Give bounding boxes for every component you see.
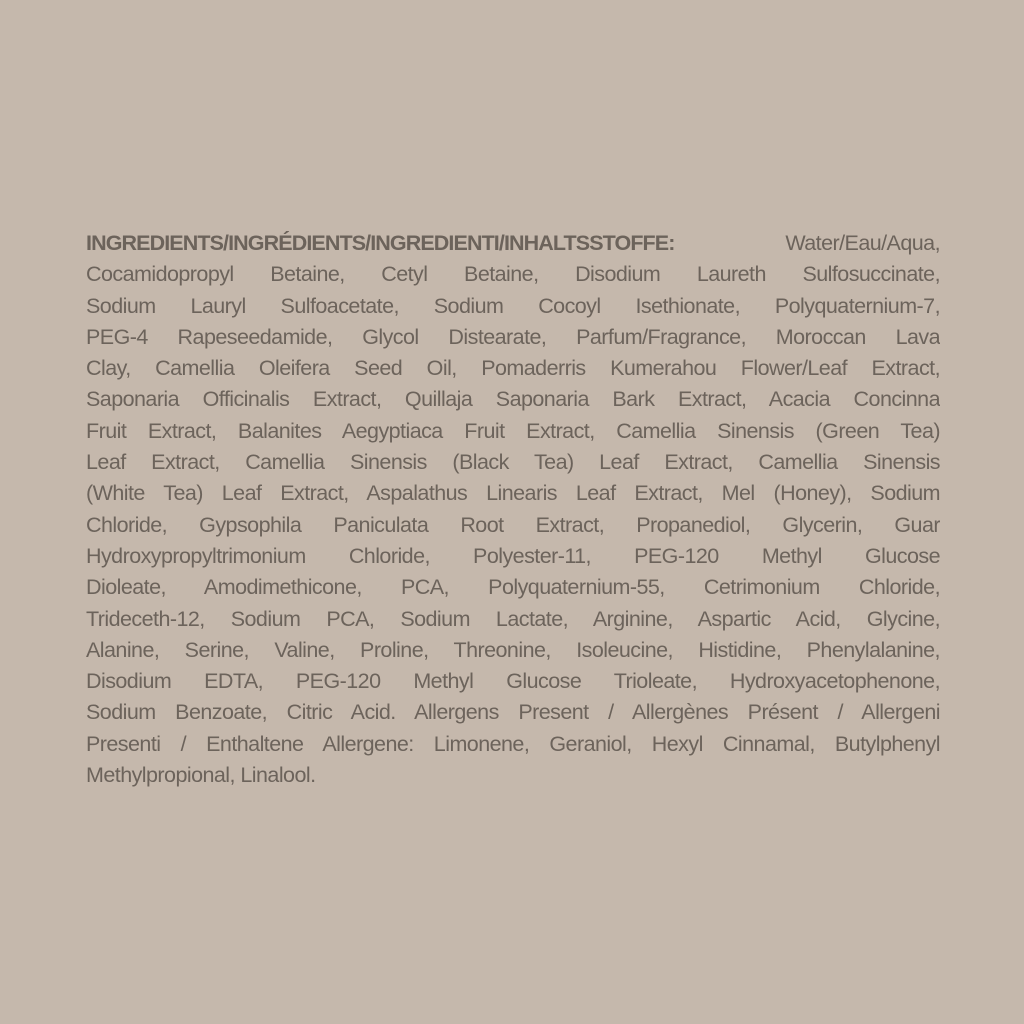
ingredients-line-13: Trideceth-12, Sodium PCA, Sodium Lactate, Arginine, Aspartic Acid, Glycine, [86, 606, 940, 631]
ingredients-line-11: Hydroxypropyltrimonium Chloride, Polyester-11, PEG-120 Methyl Glucose [86, 543, 940, 568]
ingredients-list [86, 228, 940, 791]
ingredients-line-5: Clay, Camellia Oleifera Seed Oil, Pomaderris Kumerahou Flower/Leaf Extract, [86, 356, 940, 381]
ingredients-line-3: Sodium Lauryl Sulfoacetate, Sodium Cocoyl Isethionate, Polyquaternium-7, [86, 293, 940, 318]
ingredients-line-4: PEG-4 Rapeseedamide, Glycol Distearate, Parfum/Fragrance, Moroccan Lava [86, 324, 940, 349]
ingredients-line-16: Sodium Benzoate, Citric Acid. Allergens Present / Allergènes Présent / Allergeni [86, 700, 940, 725]
ingredients-line-15: Disodium EDTA, PEG-120 Methyl Glucose Trioleate, Hydroxyacetophenone, [86, 669, 940, 694]
ingredients-line-17: Presenti / Enthaltene Allergene: Limonene, Geraniol, Hexyl Cinnamal, Butylphenyl [86, 731, 940, 756]
ingredients-line-2: Cocamidopropyl Betaine, Cetyl Betaine, Disodium Laureth Sulfosuccinate, [86, 262, 940, 287]
ingredients-line-10: Chloride, Gypsophila Paniculata Root Extract, Propanediol, Glycerin, Guar [86, 512, 940, 537]
ingredients-line-8: Leaf Extract, Camellia Sinensis (Black Tea) Leaf Extract, Camellia Sinensis [86, 450, 940, 475]
ingredients-line-7: Fruit Extract, Balanites Aegyptiaca Fruit Extract, Camellia Sinensis (Green Tea) [86, 418, 940, 443]
ingredients-line-9: (White Tea) Leaf Extract, Aspalathus Linearis Leaf Extract, Mel (Honey), Sodium [86, 481, 940, 506]
ingredients-line-12: Dioleate, Amodimethicone, PCA, Polyquaternium-55, Cetrimonium Chloride, [86, 575, 940, 600]
ingredients-line-6: Saponaria Officinalis Extract, Quillaja Saponaria Bark Extract, Acacia Concinna [86, 387, 940, 412]
ingredients-heading: INGREDIENTS/INGRÉDIENTS/INGREDIENTI/INHALTSSTOFFE: [86, 231, 675, 255]
ingredients-line-14: Alanine, Serine, Valine, Proline, Threonine, Isoleucine, Histidine, Phenylalanine, [86, 637, 940, 662]
ingredients-line-18: Methylpropional, Linalool. [86, 763, 316, 788]
ingredients-text: Water/Eau/Aqua, [674, 231, 940, 255]
ingredients-line-1 [86, 228, 940, 259]
